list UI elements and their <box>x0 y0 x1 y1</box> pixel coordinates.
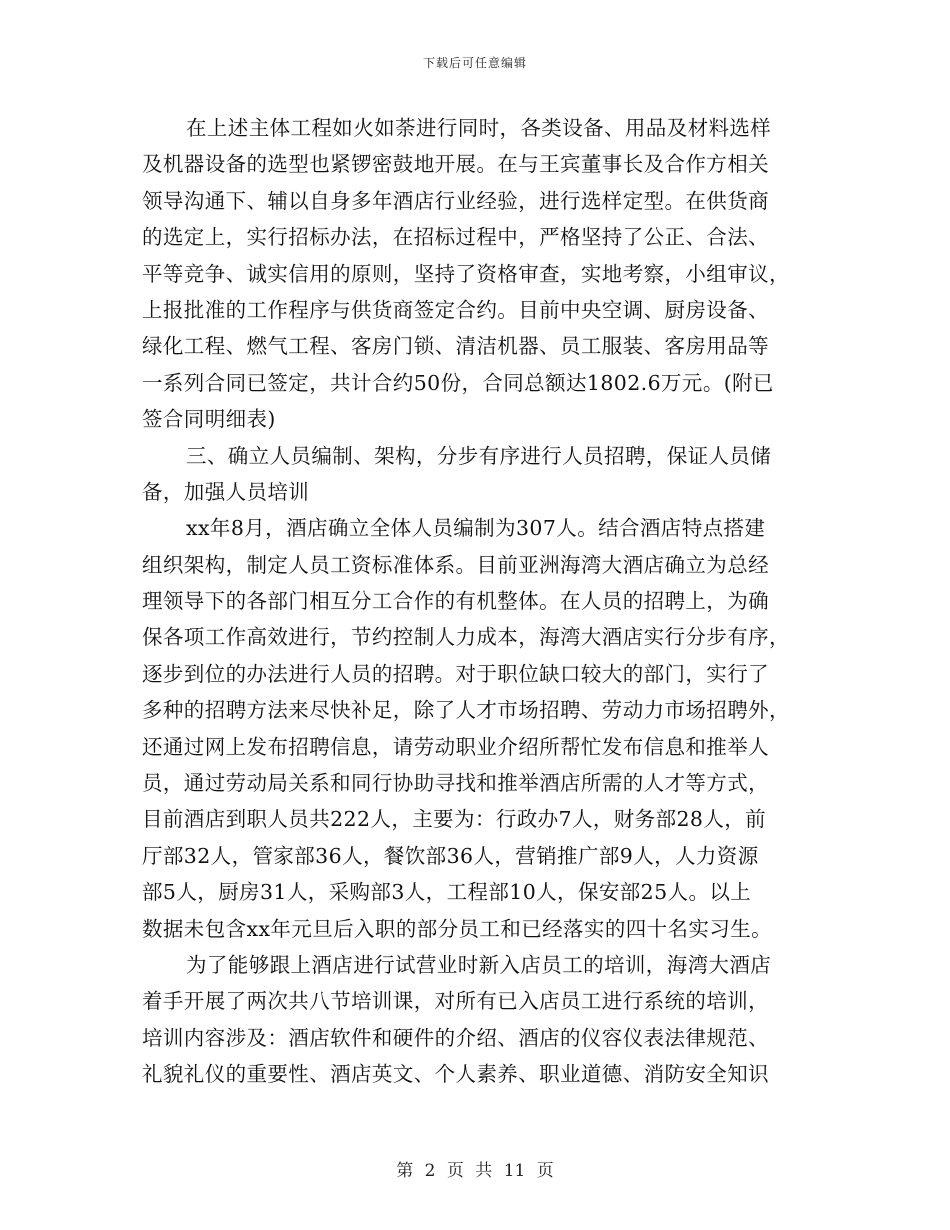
text-line: 理领导下的各部门相互分工合作的有机整体。在人员的招聘上，为确 <box>142 589 769 614</box>
page-header: 下载后可任意编辑 <box>422 56 527 70</box>
page-footer: 第 2 页 共 11 页 <box>396 1161 554 1181</box>
text-line: 上报批准的工作程序与供货商签定合约。目前中央空调、厨房设备、 <box>142 297 769 322</box>
text-line: 一系列合同已签定，共计合约50份，合同总额达1802.6万元。(附已 <box>142 370 774 395</box>
text-line: 为了能够跟上酒店进行试营业时新入店员工的培训，海湾大酒店 <box>186 952 772 977</box>
text-line: 备，加强人员培训 <box>142 479 310 504</box>
text-line: 绿化工程、燃气工程、客房门锁、清洁机器、员工服装、客房用品等 <box>142 334 769 359</box>
text-line: xx年8月，酒店确立全体人员编制为307人。结合酒店特点搭建 <box>186 516 766 541</box>
text-line: 数据未包含xx年元旦后入职的部分员工和已经落实的四十名实习生。 <box>142 916 773 941</box>
text-line: 培训内容涉及：酒店软件和硬件的介绍、酒店的仪容仪表法律规范、 <box>142 1025 769 1050</box>
text-line: 签合同明细表) <box>142 407 276 432</box>
text-line: 目前酒店到职人员共222人，主要为：行政办7人，财务部28人，前 <box>142 807 767 832</box>
document-body <box>142 110 812 1093</box>
text-line: 领导沟通下、辅以自身多年酒店行业经验，进行选样定型。在供货商 <box>142 188 769 213</box>
text-line: 着手开展了两次共八节培训课，对所有已入店员工进行系统的培训， <box>142 989 769 1014</box>
text-line: 的选定上，实行招标办法，在招标过程中，严格坚持了公正、合法、 <box>142 225 769 250</box>
text-line: 保各项工作高效进行，节约控制人力成本，海湾大酒店实行分步有序， <box>142 625 790 650</box>
text-line: 还通过网上发布招聘信息，请劳动职业介绍所帮忙发布信息和推举人 <box>142 734 769 759</box>
text-line: 及机器设备的选型也紧锣密鼓地开展。在与王宾董事长及合作方相关 <box>142 152 769 177</box>
text-line: 礼貌礼仪的重要性、酒店英文、个人素养、职业道德、消防安全知识 <box>142 1062 769 1087</box>
text-line: 三、确立人员编制、架构，分步有序进行人员招聘，保证人员储 <box>186 443 772 468</box>
text-line: 多种的招聘方法来尽快补足，除了人才市场招聘、劳动力市场招聘外， <box>142 698 790 723</box>
text-line: 逐步到位的办法进行人员的招聘。对于职位缺口较大的部门，实行了 <box>142 661 769 686</box>
text-line: 员，通过劳动局关系和同行协助寻找和推举酒店所需的人才等方式， <box>142 771 769 796</box>
text-line: 平等竞争、诚实信用的原则，坚持了资格审查，实地考察，小组审议， <box>142 261 790 286</box>
text-line: 部5人，厨房31人，采购部3人，工程部10人，保安部25人。以上 <box>142 880 752 905</box>
text-line: 在上述主体工程如火如荼进行同时，各类设备、用品及材料选样 <box>186 116 772 140</box>
text-line: 组织架构，制定人员工资标准体系。目前亚洲海湾大酒店确立为总经 <box>142 552 769 577</box>
text-line: 厅部32人，管家部36人，餐饮部36人，营销推广部9人，人力资源 <box>142 843 759 868</box>
